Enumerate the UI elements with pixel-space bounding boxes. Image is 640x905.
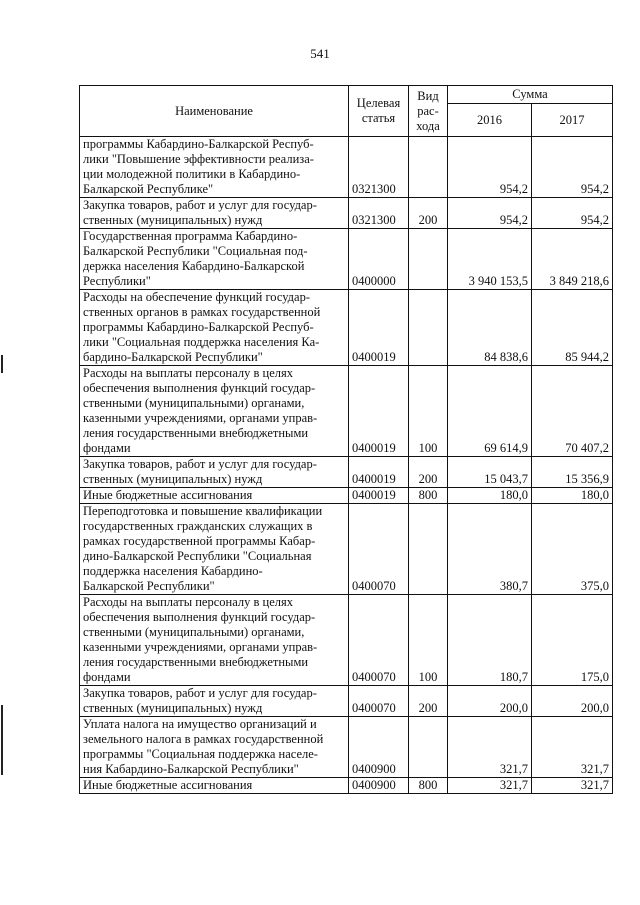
row-target-code: 0400900: [349, 778, 409, 794]
row-sum-2017: 375,0: [532, 504, 613, 595]
row-sum-2016: 180,7: [448, 595, 532, 686]
row-sum-2016: 954,2: [448, 137, 532, 198]
row-sum-2016: 200,0: [448, 686, 532, 717]
row-sum-2016: 321,7: [448, 717, 532, 778]
row-name: Уплата налога на имущество организаций и земельного налога в рамках государственной программы "Социальная поддержка населе- ния Кабардино-Балкарской Республики": [80, 717, 349, 778]
row-sum-2016: 84 838,6: [448, 290, 532, 366]
row-name: Закупка товаров, работ и услуг для государ- ственных (муниципальных) нужд: [80, 686, 349, 717]
row-target-code: 0400019: [349, 488, 409, 504]
table-row: [80, 595, 613, 686]
row-name: Государственная программа Кабардино- Балкарской Республики "Социальная под- держка населения Кабардино-Балкарской Республики": [80, 229, 349, 290]
row-target-code: 0400000: [349, 229, 409, 290]
table-row: [80, 686, 613, 717]
row-expense-type: 200: [409, 457, 448, 488]
row-sum-2016: 3 940 153,5: [448, 229, 532, 290]
row-expense-type: [409, 229, 448, 290]
table-row: [80, 488, 613, 504]
row-sum-2017: 15 356,9: [532, 457, 613, 488]
row-expense-type: 100: [409, 366, 448, 457]
row-sum-2016: 954,2: [448, 198, 532, 229]
row-expense-type: [409, 717, 448, 778]
row-name: Расходы на обеспечение функций государ- ственных органов в рамках государственной программы Кабардино-Балкарской Респуб- лики "Социальная поддержка населения Ка- бардино-Балкарской Республики": [80, 290, 349, 366]
row-expense-type: 100: [409, 595, 448, 686]
row-sum-2017: 954,2: [532, 198, 613, 229]
row-expense-type: 200: [409, 686, 448, 717]
table-row: [80, 137, 613, 198]
row-sum-2017: 200,0: [532, 686, 613, 717]
row-sum-2017: 70 407,2: [532, 366, 613, 457]
table-row: [80, 290, 613, 366]
scan-margin-mark: [1, 705, 3, 775]
row-sum-2016: 180,0: [448, 488, 532, 504]
table-row: [80, 229, 613, 290]
row-name: Закупка товаров, работ и услуг для государ- ственных (муниципальных) нужд: [80, 457, 349, 488]
budget-table: [79, 85, 613, 794]
table-row: [80, 504, 613, 595]
row-name: Расходы на выплаты персоналу в целях обеспечения выполнения функций государ- ственными (муниципальными) органами, казенными учреждениями, органами управ- ления государственными внебюджетными фондами: [80, 595, 349, 686]
row-expense-type: 800: [409, 778, 448, 794]
table-row: [80, 198, 613, 229]
row-sum-2016: 380,7: [448, 504, 532, 595]
row-target-code: 0400070: [349, 595, 409, 686]
table-row: [80, 366, 613, 457]
row-target-code: 0400019: [349, 290, 409, 366]
row-target-code: 0400070: [349, 686, 409, 717]
row-expense-type: [409, 290, 448, 366]
row-target-code: 0400019: [349, 457, 409, 488]
header-target: Целевая статья: [349, 86, 409, 137]
row-sum-2017: 180,0: [532, 488, 613, 504]
table-row: [80, 778, 613, 794]
row-name: программы Кабардино-Балкарской Респуб- лики "Повышение эффективности реализа- ции молодежной политики в Кабардино- Балкарской Республике": [80, 137, 349, 198]
row-expense-type: [409, 137, 448, 198]
page-number: 541: [310, 46, 330, 61]
row-sum-2017: 85 944,2: [532, 290, 613, 366]
row-sum-2016: 69 614,9: [448, 366, 532, 457]
row-sum-2017: 954,2: [532, 137, 613, 198]
row-expense-type: [409, 504, 448, 595]
table-row: [80, 457, 613, 488]
row-sum-2016: 321,7: [448, 778, 532, 794]
header-name: Наименование: [80, 86, 349, 137]
row-sum-2016: 15 043,7: [448, 457, 532, 488]
row-name: Переподготовка и повышение квалификации государственных гражданских служащих в рамках государственной программы Кабар- дино-Балкарской Республики "Социальная поддержка населения Кабардино- Балкарской Республики": [80, 504, 349, 595]
header-expense-type: Вид рас-хода: [409, 86, 448, 137]
header-year-2017: 2017: [532, 104, 613, 137]
row-name: Расходы на выплаты персоналу в целях обеспечения выполнения функций государ- ственными (муниципальными) органами, казенными учреждениями, органами управ- ления государственными внебюджетными фондами: [80, 366, 349, 457]
row-name: Иные бюджетные ассигнования: [80, 488, 349, 504]
table-body: [80, 137, 613, 794]
row-sum-2017: 3 849 218,6: [532, 229, 613, 290]
row-sum-2017: 321,7: [532, 717, 613, 778]
row-name: Иные бюджетные ассигнования: [80, 778, 349, 794]
row-name: Закупка товаров, работ и услуг для государ- ственных (муниципальных) нужд: [80, 198, 349, 229]
row-target-code: 0321300: [349, 137, 409, 198]
row-target-code: 0400900: [349, 717, 409, 778]
row-expense-type: 800: [409, 488, 448, 504]
row-sum-2017: 321,7: [532, 778, 613, 794]
row-target-code: 0321300: [349, 198, 409, 229]
row-expense-type: 200: [409, 198, 448, 229]
scan-margin-mark: [1, 355, 3, 373]
row-sum-2017: 175,0: [532, 595, 613, 686]
header-sum: Сумма: [448, 86, 613, 104]
header-year-2016: 2016: [448, 104, 532, 137]
row-target-code: 0400070: [349, 504, 409, 595]
table-row: [80, 717, 613, 778]
row-target-code: 0400019: [349, 366, 409, 457]
